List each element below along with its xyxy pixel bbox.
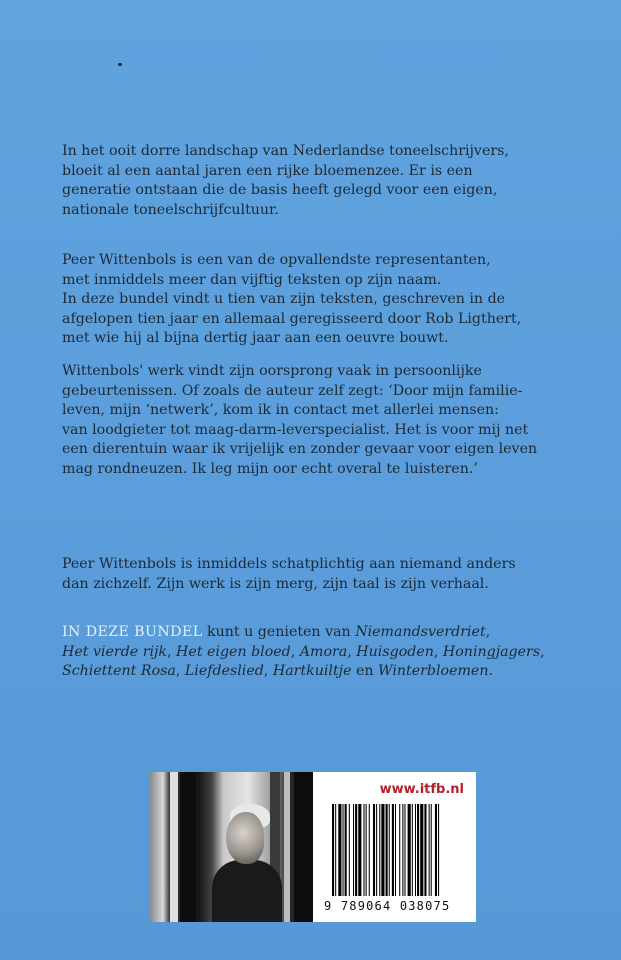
barcode-bar	[417, 804, 419, 896]
barcode-bar	[349, 804, 350, 896]
text-line: Peer Wittenbols is een van de opvallendste representanten,	[62, 252, 491, 268]
author-photo	[150, 772, 313, 922]
barcode-bar	[395, 804, 396, 896]
text-line: een dierentuin waar ik vrijelijk en zonder gevaar voor eigen leven	[62, 441, 538, 457]
barcode	[332, 804, 468, 896]
play-title: Amora	[299, 643, 348, 660]
play-title: Huisgoden	[356, 643, 434, 660]
barcode-panel	[150, 772, 476, 922]
text-line: nationale toneelschrijfcultuur.	[62, 201, 279, 218]
barcode-bar	[438, 804, 439, 896]
text-line: dan zichzelf. Zijn werk is zijn merg, zijn taal is zijn verhaal.	[62, 575, 489, 592]
barcode-bar	[373, 804, 375, 896]
barcode-bar	[399, 804, 400, 896]
barcode-bar	[412, 804, 413, 896]
play-title: Hartkuiltje	[272, 663, 352, 679]
barcode-bar	[345, 804, 347, 896]
publisher-url: www.itfb.nl	[379, 782, 464, 797]
barcode-bar	[353, 804, 354, 896]
contents-highlight: IN DEZE BUNDEL	[62, 624, 203, 640]
text-line: met inmiddels meer dan vijftig teksten op zijn naam.	[62, 271, 442, 288]
barcode-bar	[355, 804, 357, 896]
barcode-bar	[408, 804, 411, 896]
period: .	[488, 663, 493, 679]
barcode-bar	[366, 804, 367, 896]
play-title: Liefdeslied	[184, 663, 264, 679]
play-title: Winterbloemen	[378, 663, 489, 679]
print-speck	[118, 63, 122, 66]
separator: ,	[485, 624, 491, 640]
separator: ,	[540, 643, 545, 660]
paragraph-author	[62, 251, 532, 349]
barcode-bar	[420, 804, 423, 896]
play-title: Het eigen bloed	[176, 643, 291, 660]
barcode-bar	[389, 804, 390, 896]
play-title: Honingjagers	[442, 643, 541, 660]
barcode-bar	[392, 804, 394, 896]
contents-intro: kunt u genieten van	[202, 624, 356, 640]
text-line: met wie hij al bijna dertig jaar aan een oeuvre bouwt.	[62, 330, 449, 346]
barcode-bar	[364, 804, 365, 896]
text-line	[62, 623, 532, 643]
barcode-bar	[332, 804, 334, 896]
barcode-bar	[386, 804, 388, 896]
separator: ,	[263, 663, 273, 679]
separator: ,	[290, 643, 300, 660]
barcode-bar	[402, 804, 403, 896]
paragraph-contents	[62, 623, 545, 682]
text-line	[62, 643, 545, 663]
barcode-bar	[369, 804, 370, 896]
barcode-bar	[343, 804, 344, 896]
paragraph-intro	[62, 142, 532, 220]
barcode-bar	[338, 804, 341, 896]
play-title: Het vierde rijk	[62, 643, 168, 660]
barcode-bar	[435, 804, 437, 896]
text-line: In het ooit dorre landschap van Nederlandse toneelschrijvers,	[62, 143, 509, 159]
isbn-number: 9 789064 038075	[324, 899, 451, 913]
text-line	[62, 662, 532, 682]
barcode-bar	[381, 804, 384, 896]
barcode-bar	[335, 804, 336, 896]
conjunction: en	[351, 663, 379, 679]
paragraph-quote	[62, 362, 538, 479]
play-title: Niemandsverdriet	[355, 624, 486, 640]
text-line: van loodgieter tot maag-darm-leverspecialist. Het is voor mij net	[62, 421, 529, 438]
text-line: gebeurtenissen. Of zoals de auteur zelf zegt: ‘Door mijn familie-	[62, 382, 523, 399]
text-line: Wittenbols' werk vindt zijn oorsprong vaak in persoonlijke	[62, 363, 482, 379]
barcode-bar	[376, 804, 377, 896]
barcode-bar	[424, 804, 426, 896]
barcode-bar	[431, 804, 432, 896]
paragraph-closing	[62, 555, 532, 594]
text-line: bloeit al een aantal jaren een rijke bloemenzee. Er is een	[62, 162, 473, 179]
text-line: generatie ontstaan die de basis heeft gelegd voor een eigen,	[62, 182, 498, 198]
separator: ,	[167, 643, 177, 660]
separator: ,	[175, 663, 185, 679]
text-line: Peer Wittenbols is inmiddels schatplichtig aan niemand anders	[62, 556, 516, 572]
barcode-bar	[404, 804, 405, 896]
barcode-bar	[415, 804, 416, 896]
separator: ,	[433, 643, 443, 660]
barcode-bar	[358, 804, 361, 896]
separator: ,	[347, 643, 357, 660]
text-line: leven, mijn ‘netwerk’, kom ik in contact met allerlei mensen:	[62, 402, 499, 418]
barcode-bar	[429, 804, 430, 896]
play-title: Schiettent Rosa	[62, 663, 176, 679]
text-line: mag rondneuzen. Ik leg mijn oor echt overal te luisteren.’	[62, 460, 478, 477]
text-line: In deze bundel vindt u tien van zijn teksten, geschreven in de	[62, 291, 506, 307]
barcode-bar	[379, 804, 380, 896]
text-line: afgelopen tien jaar en allemaal geregisseerd door Rob Ligthert,	[62, 310, 522, 327]
